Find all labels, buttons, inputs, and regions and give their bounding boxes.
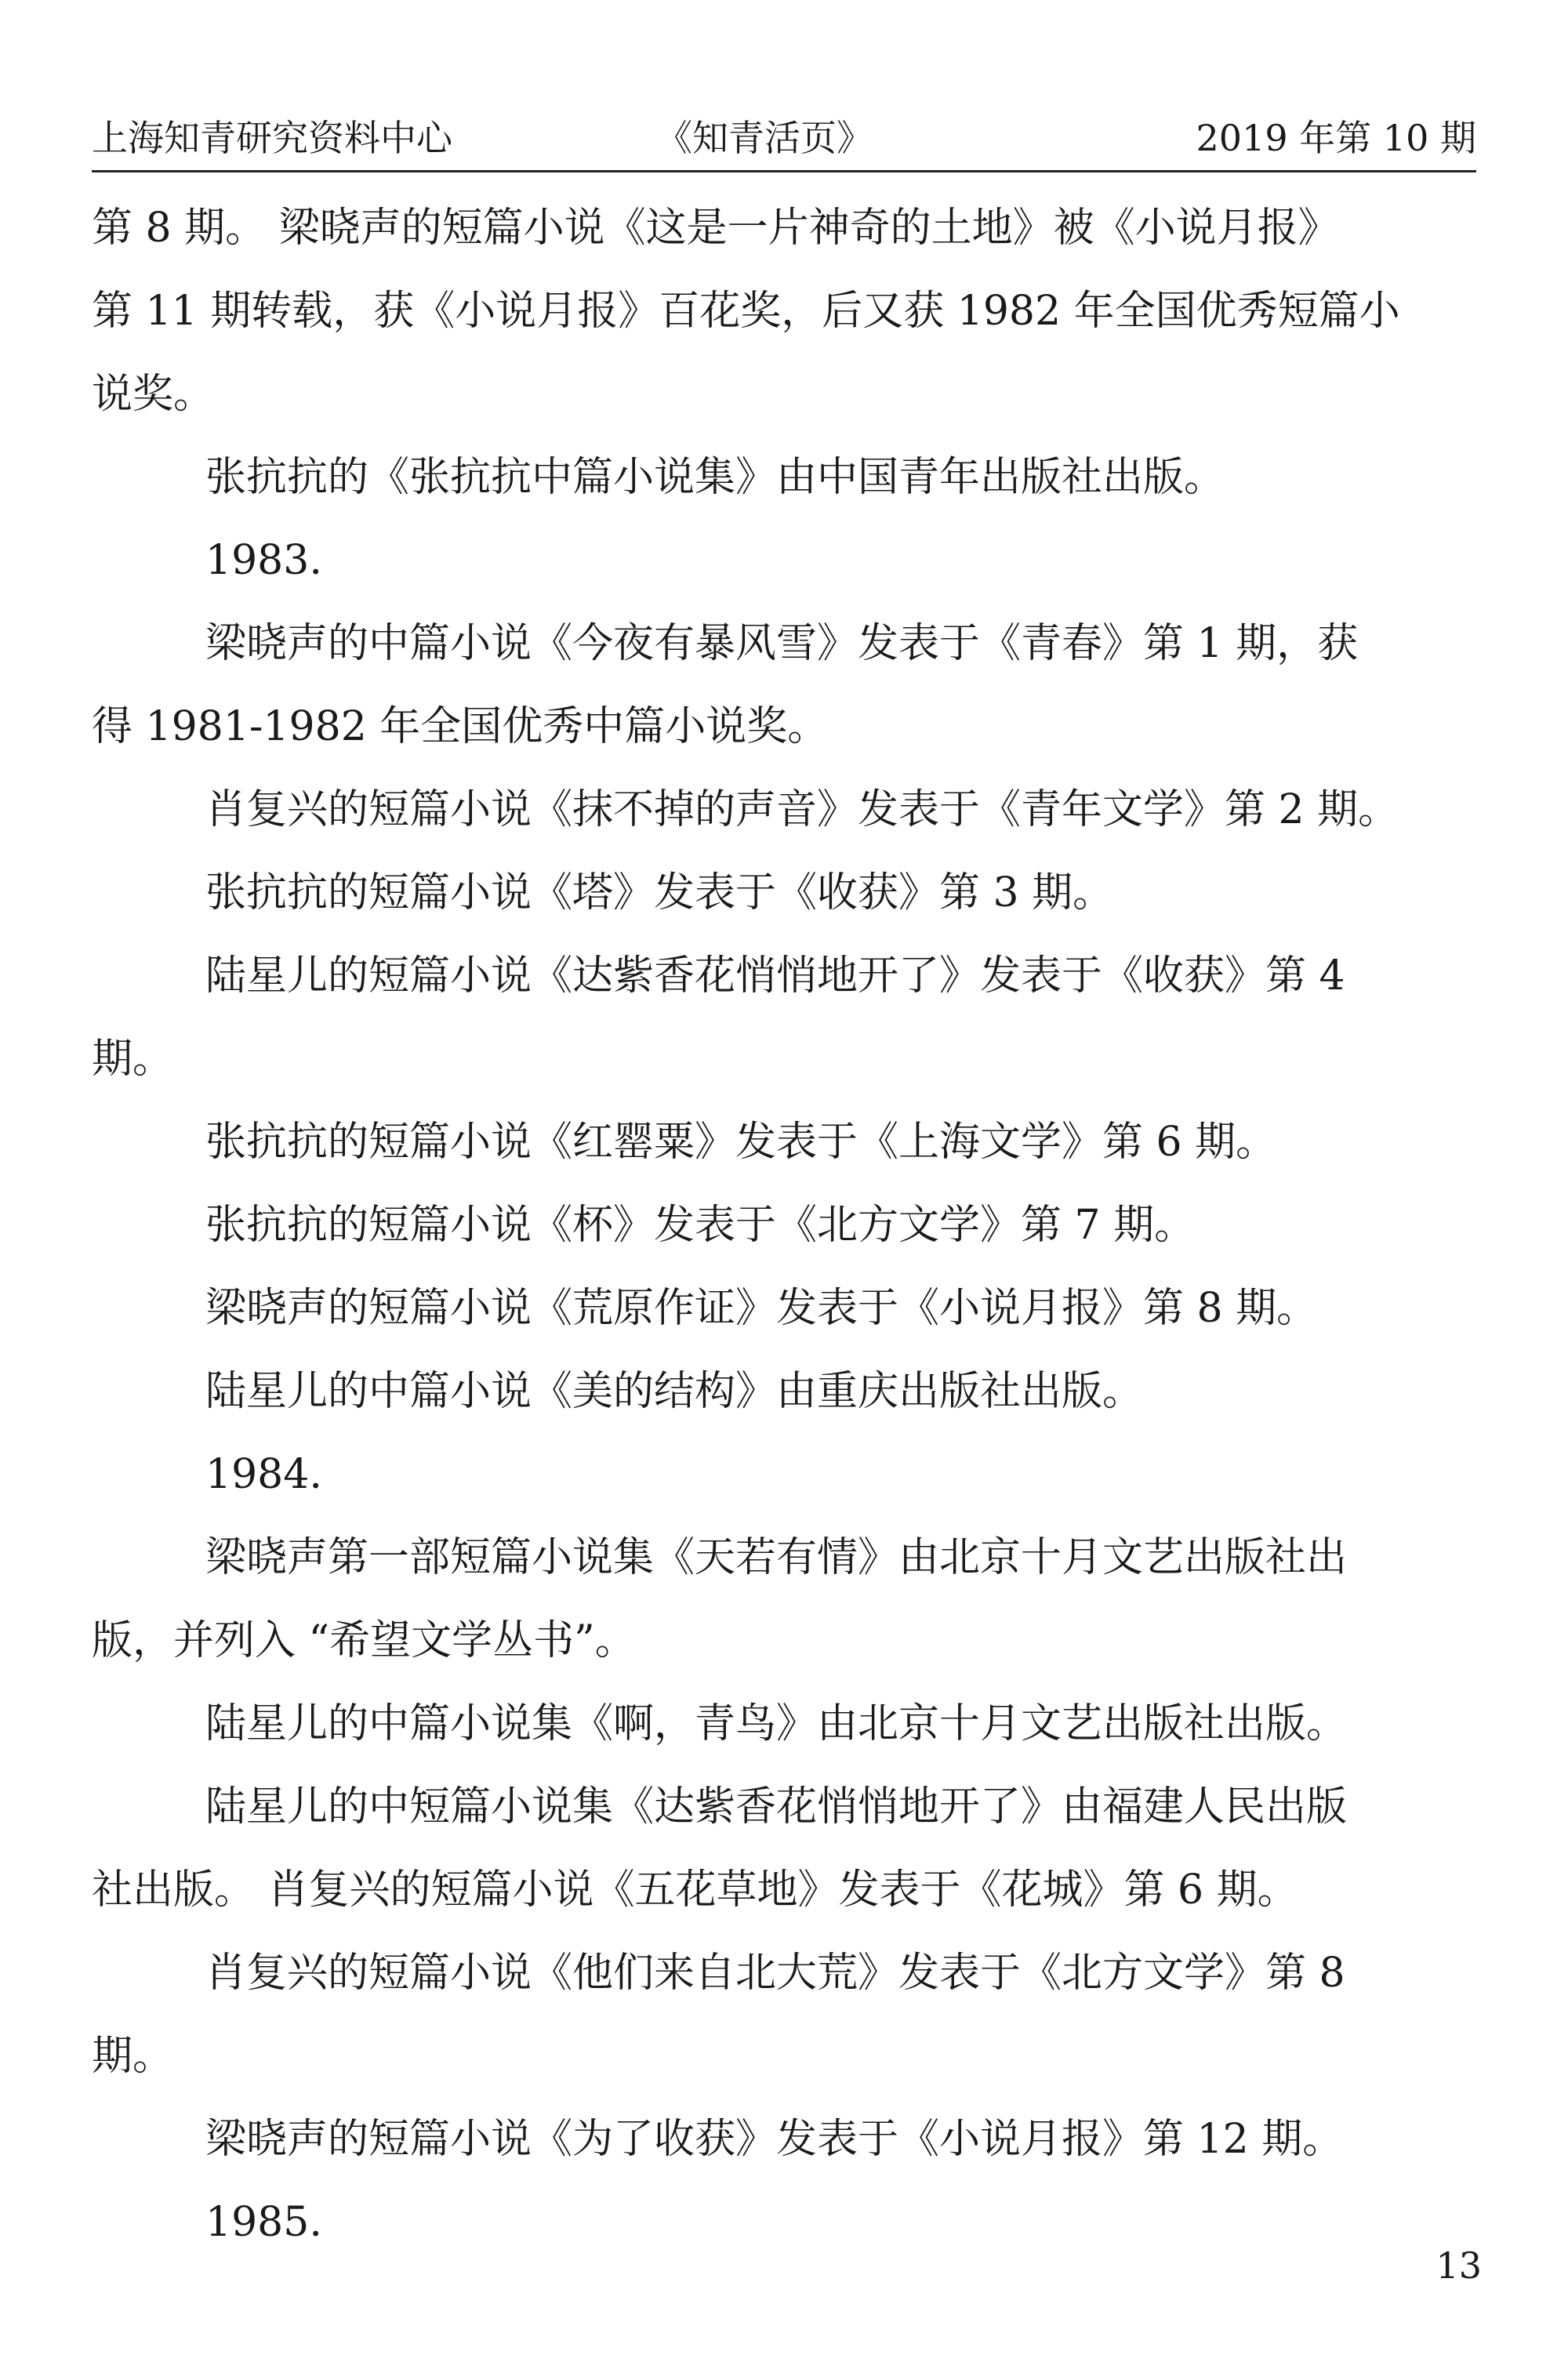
header-publisher: 上海知青研究资料中心 — [92, 117, 452, 159]
text-line: 第 11 期转载，获《小说月报》百花奖，后又获 1982 年全国优秀短篇小 — [92, 288, 1400, 335]
header-rule — [92, 170, 1476, 172]
text-line: 肖复兴的短篇小说《抹不掉的声音》发表于《青年文学》第 2 期。 — [205, 786, 1399, 833]
text-line: 说奖。 — [92, 371, 215, 418]
text-line: 张抗抗的短篇小说《杯》发表于《北方文学》第 7 期。 — [205, 1202, 1196, 1249]
text-line: 版，并列入 “希望文学丛书”。 — [92, 1617, 636, 1664]
text-line: 梁晓声第一部短篇小说集《天若有情》由北京十月文艺出版社出 — [205, 1534, 1348, 1581]
text-line: 梁晓声的短篇小说《为了收获》发表于《小说月报》第 12 期。 — [205, 2116, 1344, 2163]
year-heading: 1983. — [205, 537, 322, 584]
running-header — [92, 110, 1476, 166]
text-line: 陆星儿的中短篇小说集《达紫香花悄悄地开了》由福建人民出版 — [205, 1783, 1348, 1830]
text-line: 张抗抗的短篇小说《塔》发表于《收获》第 3 期。 — [205, 869, 1114, 916]
text-line: 期。 — [92, 1036, 174, 1083]
text-line: 第 8 期。 梁晓声的短篇小说《这是一片神奇的土地》被《小说月报》 — [92, 205, 1339, 252]
year-heading: 1984. — [205, 1451, 322, 1498]
text-line: 社出版。 肖复兴的短篇小说《五花草地》发表于《花城》第 6 期。 — [92, 1867, 1298, 1914]
text-line: 梁晓声的中篇小说《今夜有暴风雪》发表于《青春》第 1 期，获 — [205, 620, 1359, 667]
page-number: 13 — [1436, 2244, 1482, 2287]
text-line: 梁晓声的短篇小说《荒原作证》发表于《小说月报》第 8 期。 — [205, 1285, 1318, 1332]
header-issue: 2019 年第 10 期 — [1196, 117, 1476, 159]
text-line: 得 1981-1982 年全国优秀中篇小说奖。 — [92, 703, 829, 750]
text-line: 张抗抗的短篇小说《红罂粟》发表于《上海文学》第 6 期。 — [205, 1119, 1277, 1166]
text-line: 陆星儿的中篇小说《美的结构》由重庆出版社出版。 — [205, 1368, 1144, 1415]
text-line: 陆星儿的中篇小说集《啊，青鸟》由北京十月文艺出版社出版。 — [205, 1700, 1348, 1747]
body-text — [92, 187, 1476, 2264]
year-heading: 1985. — [205, 2199, 322, 2246]
text-line: 张抗抗的《张抗抗中篇小说集》由中国青年出版社出版。 — [205, 454, 1225, 501]
header-journal-title: 《知青活页》 — [656, 117, 873, 159]
text-line: 陆星儿的短篇小说《达紫香花悄悄地开了》发表于《收获》第 4 — [205, 952, 1345, 1000]
text-line: 肖复兴的短篇小说《他们来自北大荒》发表于《北方文学》第 8 — [205, 1950, 1345, 1997]
text-line: 期。 — [92, 2033, 174, 2080]
